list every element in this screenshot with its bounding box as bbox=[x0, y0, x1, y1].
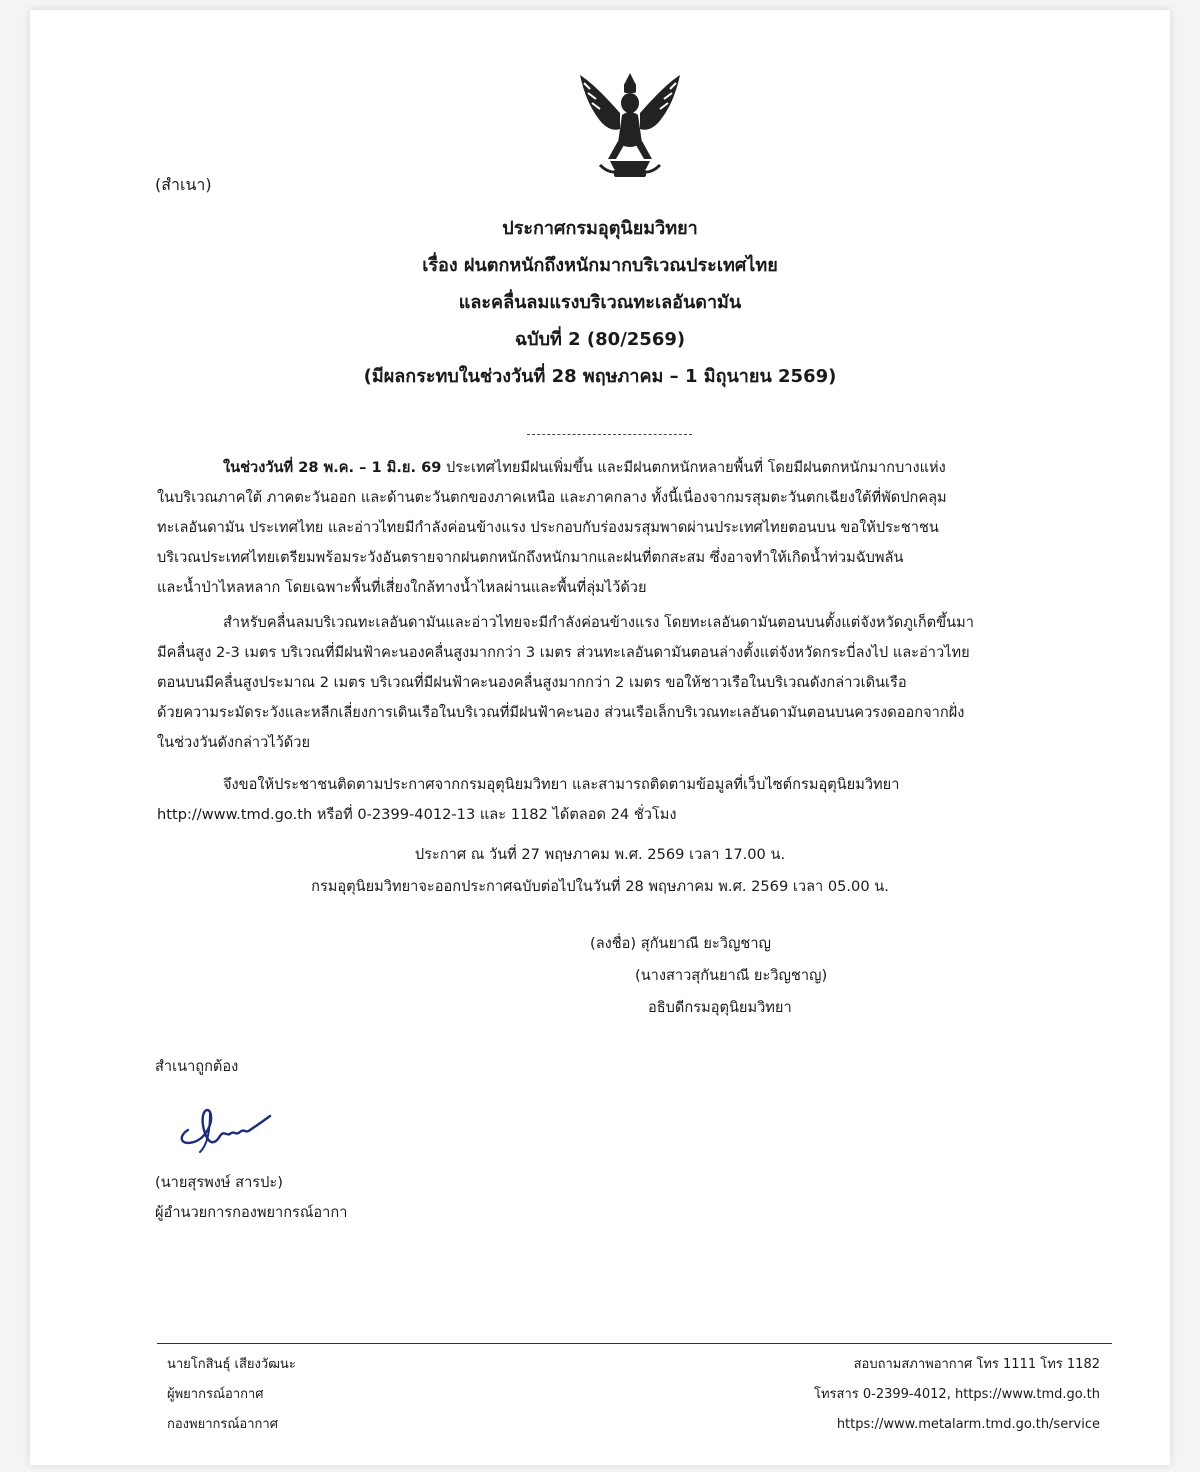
certifier-position: ผู้อำนวยการกองพยากรณ์อากา bbox=[155, 1204, 348, 1221]
paragraph-line: ตอนบนมีคลื่นสูงประมาณ 2 เมตร บริเวณที่มีฝนฟ้าคะนองคลื่นสูงมากกว่า 2 เมตร ขอให้ชาวเรือในบริเวณดังกล่าวเดินเรือ bbox=[157, 674, 907, 691]
signature-block bbox=[590, 928, 827, 1024]
title-line-issue-number: ฉบับที่ 2 (80/2569) bbox=[514, 329, 686, 350]
footer-forecaster-role: ผู้พยากรณ์อากาศ bbox=[167, 1387, 264, 1402]
paragraph-text: ประเทศไทยมีฝนเพิ่มขึ้น และมีฝนตกหนักหลายพื้นที่ โดยมีฝนตกหนักมากบางแห่ง bbox=[441, 459, 946, 476]
footer-forecaster-division: กองพยากรณ์อากาศ bbox=[167, 1417, 278, 1432]
certified-copy-label: สำเนาถูกต้อง bbox=[155, 1058, 239, 1075]
garuda-emblem-icon bbox=[570, 65, 690, 185]
paragraph-line: ในช่วงวันดังกล่าวไว้ด้วย bbox=[157, 734, 311, 751]
footer-fax-website: โทรสาร 0-2399-4012, https://www.tmd.go.th bbox=[814, 1387, 1100, 1402]
signer-full-name: (นางสาวสุกันยาณี ยะวิญชาญ) bbox=[635, 967, 828, 984]
paragraph-lead: ในช่วงวันที่ 28 พ.ค. – 1 มิ.ย. 69 bbox=[223, 459, 442, 476]
signer-position: อธิบดีกรมอุตุนิยมวิทยา bbox=[648, 999, 792, 1016]
title-line-effective-period: (มีผลกระทบในช่วงวันที่ 28 พฤษภาคม – 1 มิถุนายน 2569) bbox=[363, 366, 837, 387]
paragraph-contact bbox=[157, 770, 1057, 830]
handwritten-signature-icon bbox=[170, 1100, 280, 1160]
paragraph-line: และน้ำป่าไหลหลาก โดยเฉพาะพื้นที่เสี่ยงใกล้ทางน้ำไหลผ่านและพื้นที่ลุ่มไว้ด้วย bbox=[157, 579, 647, 596]
paragraph-line: ทะเลอันดามัน ประเทศไทย และอ่าวไทยมีกำลังค่อนข้างแรง ประกอบกับร่องมรสุมพาดผ่านประเทศไทยตอนบน ขอให้ประชาชน bbox=[157, 519, 939, 536]
footer-divider bbox=[157, 1343, 1112, 1344]
footer-forecaster-name: นายโกสินธุ์ เสียงวัฒนะ bbox=[167, 1357, 296, 1372]
document-page bbox=[30, 10, 1170, 1465]
announcement-date bbox=[30, 839, 1170, 903]
footer-phone: สอบถามสภาพอากาศ โทร 1111 โทร 1182 bbox=[853, 1357, 1100, 1372]
next-announcement-line: กรมอุตุนิยมวิทยาจะออกประกาศฉบับต่อไปในวันที่ 28 พฤษภาคม พ.ศ. 2569 เวลา 05.00 น. bbox=[311, 878, 889, 895]
title-line-subject-2: และคลื่นลมแรงบริเวณทะเลอันดามัน bbox=[458, 292, 742, 313]
paragraph-line: สำหรับคลื่นลมบริเวณทะเลอันดามันและอ่าวไทยจะมีกำลังค่อนข้างแรง โดยทะเลอันดามันตอนบนตั้งแต่จังหวัดภูเก็ตขึ้นมา bbox=[223, 614, 974, 631]
announcement-line: ประกาศ ณ วันที่ 27 พฤษภาคม พ.ศ. 2569 เวลา 17.00 น. bbox=[414, 846, 786, 863]
paragraph-line: ด้วยความระมัดระวังและหลีกเลี่ยงการเดินเรือในบริเวณที่มีฝนฟ้าคะนอง ส่วนเรือเล็กบริเวณทะเลอันดามันตอนบนควรงดออกจากฝั่ง bbox=[157, 704, 965, 721]
paragraph-rain bbox=[157, 453, 1057, 603]
title-divider bbox=[527, 434, 692, 435]
footer-forecaster bbox=[167, 1350, 296, 1440]
title-line-agency: ประกาศกรมอุตุนิยมวิทยา bbox=[502, 218, 698, 239]
signed-line: (ลงชื่อ) สุกันยาณี ยะวิญชาญ bbox=[590, 935, 771, 952]
title-line-subject: เรื่อง ฝนตกหนักถึงหนักมากบริเวณประเทศไทย bbox=[422, 255, 778, 276]
paragraph-line: บริเวณประเทศไทยเตรียมพร้อมระวังอันตรายจากฝนตกหนักถึงหนักมากและฝนที่ตกสะสม ซึ่งอาจทำให้เกิดน้ำท่วมฉับพลัน bbox=[157, 549, 904, 566]
paragraph-waves bbox=[157, 608, 1057, 758]
document-title bbox=[30, 210, 1170, 395]
certifier-block bbox=[155, 1168, 347, 1228]
paragraph-line: ในบริเวณภาคใต้ ภาคตะวันออก และด้านตะวันตกของภาคเหนือ และภาคกลาง ทั้งนี้เนื่องจากมรสุมตะวันตกเฉียงใต้ที่พัดปกคลุม bbox=[157, 489, 947, 506]
paragraph-line: จึงขอให้ประชาชนติดตามประกาศจากกรมอุตุนิยมวิทยา และสามารถติดตามข้อมูลที่เว็บไซต์กรมอุตุนิยมวิทยา bbox=[223, 776, 900, 793]
certifier-name: (นายสุรพงษ์ สารปะ) bbox=[155, 1174, 283, 1191]
paragraph-line: http://www.tmd.go.th หรือที่ 0-2399-4012-13 และ 1182 ได้ตลอด 24 ชั่วโมง bbox=[157, 806, 677, 823]
copy-mark: (สำเนา) bbox=[155, 175, 212, 194]
paragraph-line: มีคลื่นสูง 2-3 เมตร บริเวณที่มีฝนฟ้าคะนองคลื่นสูงมากกว่า 3 เมตร ส่วนทะเลอันดามันตอนล่างตั้งแต่จังหวัดกระบี่ลงไป และอ่าวไทย bbox=[157, 644, 970, 661]
paragraph-line bbox=[157, 453, 1057, 483]
footer-contact bbox=[814, 1350, 1100, 1440]
footer-service-url: https://www.metalarm.tmd.go.th/service bbox=[836, 1417, 1100, 1432]
